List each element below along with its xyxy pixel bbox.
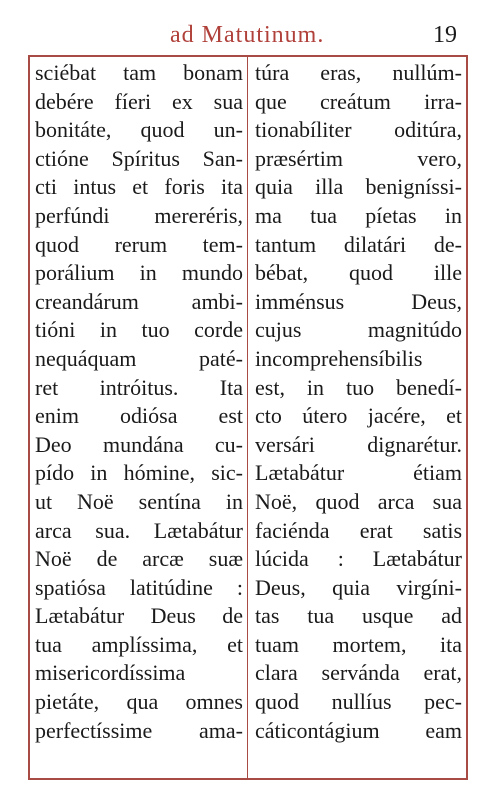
text-line: lúcida : Lætabátur <box>255 546 462 572</box>
text-line: perfúndi mereréris, <box>35 202 243 228</box>
text-line: Deo mundána cu- <box>35 431 243 457</box>
text-line: bonitáte, quod un- <box>35 117 243 143</box>
text-line: tuam mortem, ita <box>255 631 462 657</box>
text-line: incomprehensíbilis <box>255 345 423 371</box>
page-number: 19 <box>433 22 457 48</box>
text-line: tas tua usque ad <box>255 603 462 629</box>
text-line: pietáte, qua omnes <box>35 689 243 715</box>
text-line: faciénda erat satis <box>255 517 462 543</box>
text-line: nequáquam paté- <box>35 345 243 371</box>
text-line: Lætabátur étiam <box>255 460 462 486</box>
text-line: quod nullíus pec- <box>255 689 462 715</box>
text-line: præsértim vero, <box>255 145 462 171</box>
text-line: Noë de arcæ suæ <box>35 546 243 572</box>
text-line: porálium in mundo <box>35 260 243 286</box>
text-line: cujus magnitúdo <box>255 317 462 343</box>
text-line: ctióne Spíritus San- <box>35 145 243 171</box>
text-line: perfectíssime ama- <box>35 717 243 743</box>
text-line: clara servánda erat, <box>255 660 462 686</box>
text-line: ma tua píetas in <box>255 202 462 228</box>
frame-rule-top <box>28 55 468 57</box>
text-line: versári dignarétur. <box>255 431 462 457</box>
frame-rule-left <box>28 55 30 780</box>
text-line: tantum dilatári de- <box>255 231 462 257</box>
text-line: que creátum irra- <box>255 88 462 114</box>
text-line: debére fíeri ex sua <box>35 88 243 114</box>
text-line: spatiósa latitúdine : <box>35 574 243 600</box>
frame-rule-right <box>466 55 468 780</box>
text-line: creandárum ambi- <box>35 288 243 314</box>
text-line: ret intróitus. Ita <box>35 374 243 400</box>
text-line: arca sua. Lætabátur <box>35 517 243 543</box>
frame-rule-bottom <box>28 778 468 780</box>
text-line: pído in hómine, sic- <box>35 460 243 486</box>
text-line: imménsus Deus, <box>255 288 462 314</box>
text-line: Noë, quod arca sua <box>255 488 462 514</box>
text-line: cto útero jacére, et <box>255 403 462 429</box>
text-line: cti intus et foris ita <box>35 174 243 200</box>
text-line: tionabíliter oditúra, <box>255 117 462 143</box>
text-column-right <box>255 59 462 745</box>
column-divider <box>247 55 248 780</box>
text-column-left <box>35 59 243 745</box>
text-line: quia illa benigníssi- <box>255 174 462 200</box>
text-line: Lætabátur Deus de <box>35 603 243 629</box>
text-line: quod rerum tem- <box>35 231 243 257</box>
text-line: enim odiósa est <box>35 403 243 429</box>
running-head-title: ad Matutinum. <box>170 22 325 48</box>
text-line: misericordíssima <box>35 660 186 686</box>
text-line: sciébat tam bonam <box>35 60 243 85</box>
text-line: tua amplíssima, et <box>35 631 243 657</box>
text-line: túra eras, nullúm- <box>255 60 462 85</box>
text-line: cáticontágium eam <box>255 717 462 743</box>
text-line: bébat, quod ille <box>255 260 462 286</box>
text-line: Deus, quia virgíni- <box>255 574 462 600</box>
text-line: tióni in tuo corde <box>35 317 243 343</box>
text-line: est, in tuo benedí- <box>255 374 462 400</box>
text-line: ut Noë sentína in <box>35 488 243 514</box>
